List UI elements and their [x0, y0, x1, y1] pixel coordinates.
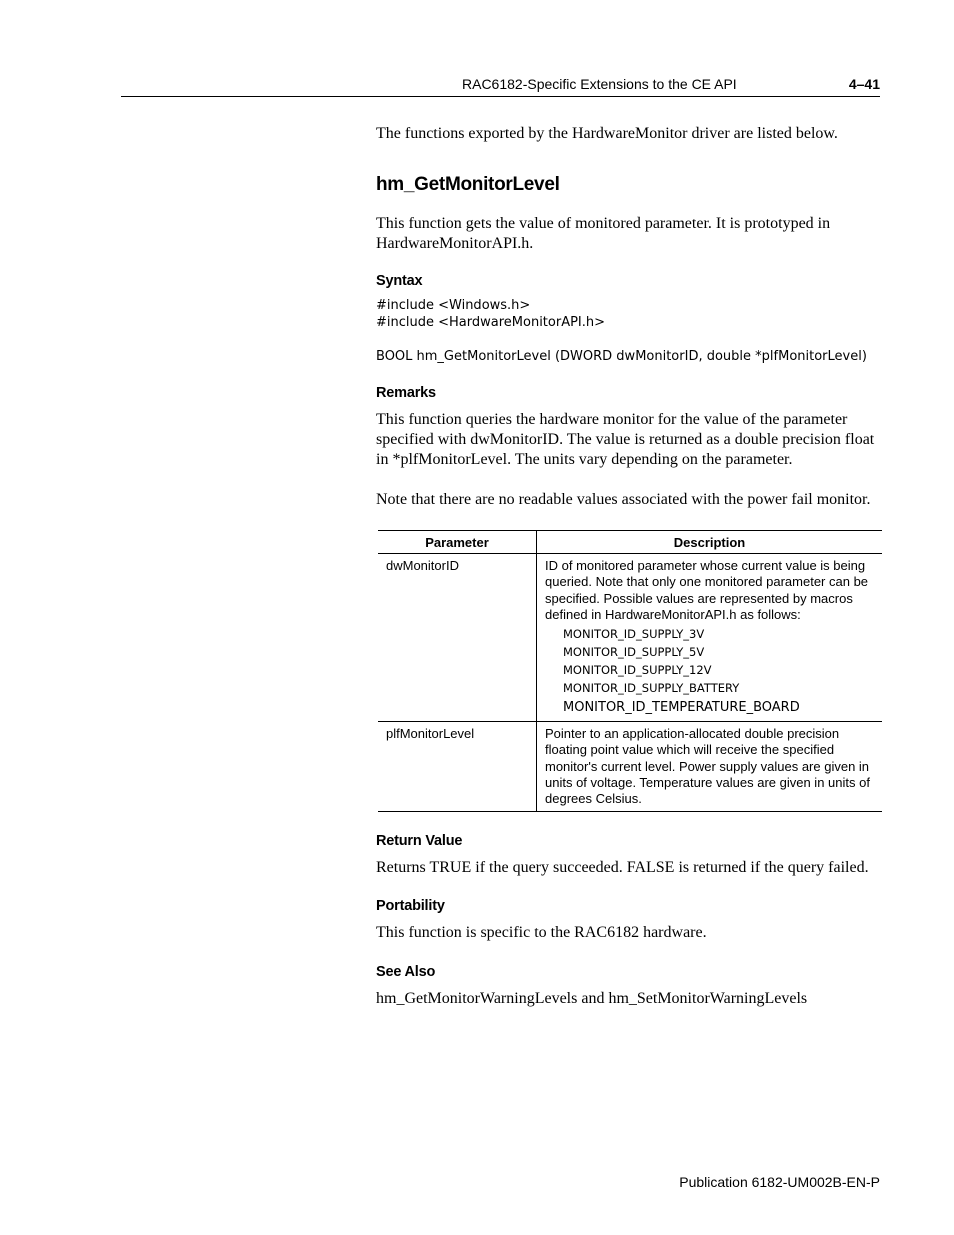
- return-value-heading: Return Value: [376, 832, 463, 849]
- param-description: [537, 554, 883, 722]
- running-header-title: RAC6182-Specific Extensions to the CE API: [462, 76, 737, 92]
- param-description: Pointer to an application-allocated double precision floating point value which will receive the specified monitor's current level. Power supply values are given in units of voltage. Temperature values are given in units of degrees Celsius.: [537, 722, 883, 811]
- remarks-paragraph: This function queries the hardware monitor for the value of the parameter specified with dwMonitorID. The value is returned as a double precision float in *plfMonitorLevel. The units vary depending on the parameter.: [376, 411, 875, 468]
- table-header-row: [378, 531, 882, 554]
- publication-footer: Publication 6182-UM002B-EN-P: [679, 1174, 880, 1190]
- see-also-text: hm_GetMonitorWarningLevels and hm_SetMonitorWarningLevels: [376, 989, 808, 1007]
- include-line: #include <HardwareMonitorAPI.h>: [376, 315, 606, 330]
- return-value-text: Returns TRUE if the query succeeded. FALSE is returned if the query failed.: [376, 858, 869, 876]
- table-row: [378, 554, 882, 722]
- include-line: #include <Windows.h>: [376, 298, 531, 313]
- function-prototype: BOOL hm_GetMonitorLevel (DWORD dwMonitorID, double *plfMonitorLevel): [376, 349, 867, 364]
- syntax-heading: Syntax: [376, 273, 423, 289]
- macro-item: MONITOR_ID_SUPPLY_12V: [563, 663, 712, 678]
- param-description-text: ID of monitored parameter whose current value is being queried. Note that only one monitored parameter can be specified. Possible values are represented by macros defined in HardwareMonitorAPI.h as follows:: [545, 558, 869, 622]
- macro-item: MONITOR_ID_SUPPLY_BATTERY: [563, 681, 740, 696]
- page-content: [376, 124, 882, 1009]
- portability-heading: Portability: [376, 897, 445, 914]
- param-name: plfMonitorLevel: [378, 722, 537, 811]
- macro-list: [545, 625, 874, 718]
- see-also-heading: See Also: [376, 963, 436, 980]
- portability-text: This function is specific to the RAC6182 hardware.: [376, 923, 707, 941]
- macro-item: MONITOR_ID_SUPPLY_3V: [563, 627, 705, 642]
- table-row: [378, 722, 882, 811]
- macro-item: MONITOR_ID_SUPPLY_5V: [563, 645, 705, 660]
- function-title: hm_GetMonitorLevel: [376, 174, 560, 195]
- intro-paragraph: The functions exported by the HardwareMonitor driver are listed below.: [376, 125, 838, 142]
- macro-item: MONITOR_ID_TEMPERATURE_BOARD: [563, 700, 800, 716]
- parameter-table: [378, 530, 882, 812]
- remarks-paragraph: Note that there are no readable values associated with the power fail monitor.: [376, 491, 871, 508]
- header-divider: [121, 96, 880, 97]
- function-description: This function gets the value of monitored parameter. It is prototyped in HardwareMonitorAPI.h.: [376, 215, 831, 252]
- remarks-heading: Remarks: [376, 385, 436, 401]
- param-name: dwMonitorID: [378, 554, 537, 722]
- column-header-description: Description: [537, 531, 883, 554]
- syntax-block: [376, 297, 882, 365]
- page-number: 4–41: [848, 76, 880, 92]
- column-header-parameter: Parameter: [378, 531, 537, 554]
